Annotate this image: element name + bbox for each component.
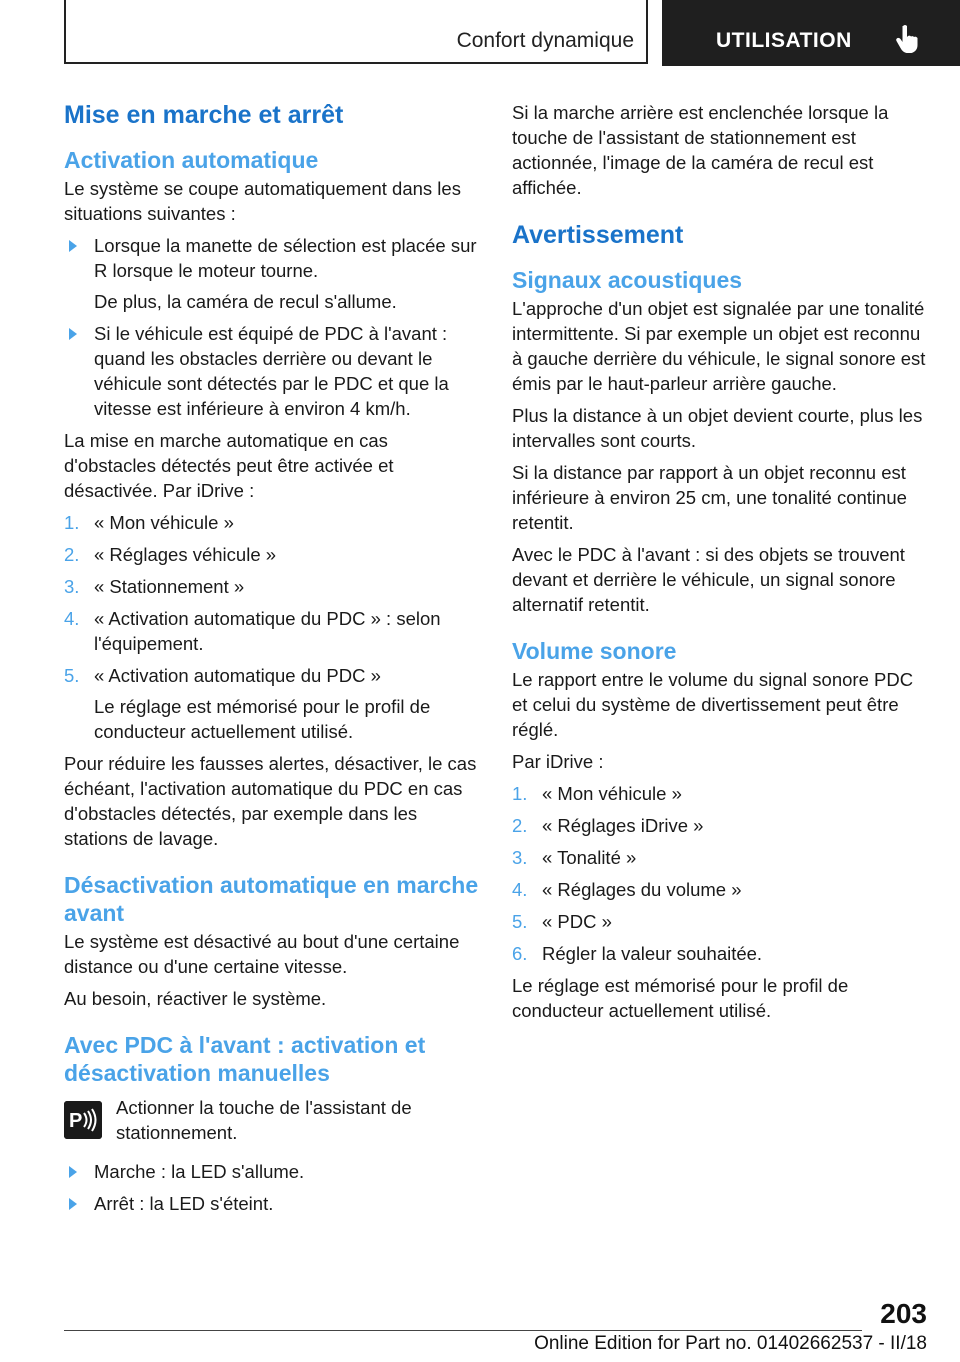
step-sub-text: Le réglage est mémorisé pour le profil de conducteur actuellement utilisé. <box>94 696 431 742</box>
step-text: « Stationnement » <box>94 576 245 597</box>
list-item <box>64 663 480 744</box>
step-number: 6. <box>512 943 528 964</box>
auto-bullets <box>64 233 480 421</box>
heading-pdc-avant: Avec PDC à l'avant : activation et désactivation manuelles <box>64 1032 426 1086</box>
list-item <box>64 606 480 656</box>
footer-divider <box>64 1330 862 1331</box>
header-chapter-box <box>662 0 960 66</box>
step-number: 1. <box>512 783 528 804</box>
list-item <box>64 574 480 599</box>
list-item <box>64 321 480 421</box>
right-column <box>512 100 928 1030</box>
parking-assistant-button-icon <box>64 1101 102 1139</box>
heading-desactivation: Désactivation automatique en marche avant <box>64 872 479 926</box>
header-section-box <box>64 0 648 64</box>
list-item <box>512 941 928 966</box>
deact-p2: Au besoin, réactiver le système. <box>64 988 327 1009</box>
step-text: « PDC » <box>542 911 612 932</box>
list-item <box>64 233 480 314</box>
page-number: 203 <box>880 1298 927 1329</box>
step-number: 5. <box>64 665 80 686</box>
list-item <box>512 813 928 838</box>
pdc-instruction-text: Actionner la touche de l'assistant de stationnement. <box>116 1097 412 1143</box>
list-item <box>64 510 480 535</box>
bullet-sub-text: De plus, la caméra de recul s'allume. <box>94 291 397 312</box>
front-bullets <box>64 1159 480 1216</box>
list-item <box>512 909 928 934</box>
step-text: « Réglages du volume » <box>542 879 742 900</box>
signals-p1: L'approche d'un objet est signalée par une tonalité intermittente. Si par exemple un objet est reconnu à gauche derrière du véhicule, le signal sonore est émis par le haut-parleur arrière gauche. <box>512 298 926 394</box>
step-number: 3. <box>64 576 80 597</box>
right-intro: Si la marche arrière est enclenchée lorsque la touche de l'assistant de stationnement est actionnée, l'image de la caméra de recul est affichée. <box>512 102 889 198</box>
header-section-title: Confort dynamique <box>456 29 634 52</box>
heading-activation-automatique: Activation automatique <box>64 147 319 173</box>
volume-p3: Le réglage est mémorisé pour le profil de conducteur actuellement utilisé. <box>512 975 849 1021</box>
signals-p2: Plus la distance à un objet devient courte, plus les intervalles sont courts. <box>512 405 923 451</box>
list-item: Marche : la LED s'allume. <box>64 1159 480 1184</box>
list-item <box>512 877 928 902</box>
step-text: Régler la valeur souhaitée. <box>542 943 763 964</box>
idrive-steps-right <box>512 781 928 966</box>
hand-pointer-icon <box>894 24 920 56</box>
heading-volume-sonore: Volume sonore <box>512 638 677 664</box>
footer-edition: Online Edition for Part no. 01402662537 - II/18 <box>534 1333 927 1354</box>
signals-p4: Avec le PDC à l'avant : si des objets se trouvent devant et derrière le véhicule, un signal sonore alternatif retentit. <box>512 544 905 615</box>
step-text: « Activation automatique du PDC » : selon l'équipement. <box>94 608 441 654</box>
list-item <box>512 845 928 870</box>
step-text: « Réglages iDrive » <box>542 815 704 836</box>
step-number: 4. <box>64 608 80 629</box>
section-title-avertissement: Avertissement <box>512 221 684 249</box>
step-number: 2. <box>64 544 80 565</box>
idrive-steps-left <box>64 510 480 744</box>
step-text: « Réglages véhicule » <box>94 544 277 565</box>
section-title-mise-en-marche: Mise en marche et arrêt <box>64 101 344 129</box>
step-number: 1. <box>64 512 80 533</box>
bullet-text: Lorsque la manette de sélection est placée sur R lorsque le moteur tourne. <box>94 235 477 281</box>
step-number: 2. <box>512 815 528 836</box>
bullet-text: Si le véhicule est équipé de PDC à l'avant : quand les obstacles derrière ou devant le véhicule sont détectés par le PDC et que la vitesse est inférieure à environ 4 km/h. <box>94 323 449 419</box>
heading-signaux-acoustiques: Signaux acoustiques <box>512 267 743 293</box>
volume-p1: Le rapport entre le volume du signal sonore PDC et celui du système de divertissement peut être réglé. <box>512 669 914 740</box>
header-chapter-title: UTILISATION <box>716 29 852 52</box>
step-text: « Tonalité » <box>542 847 637 868</box>
list-item <box>64 542 480 567</box>
step-text: « Mon véhicule » <box>94 512 234 533</box>
signals-p3: Si la distance par rapport à un objet reconnu est inférieure à environ 25 cm, une tonalité continue retentit. <box>512 462 907 533</box>
step-text: « Mon véhicule » <box>542 783 682 804</box>
reduce-para: Pour réduire les fausses alertes, désactiver, le cas échéant, l'activation automatique du PDC en cas d'obstacles détectés, par exemple dans les stations de lavage. <box>64 753 477 849</box>
step-number: 4. <box>512 879 528 900</box>
auto-para: La mise en marche automatique en cas d'obstacles détectés peut être activée et désactivée. Par iDrive : <box>64 430 394 501</box>
volume-p2: Par iDrive : <box>512 751 604 772</box>
pdc-button-instruction <box>64 1095 480 1145</box>
svg-text:P: P <box>69 1110 83 1132</box>
step-number: 5. <box>512 911 528 932</box>
auto-intro: Le système se coupe automatiquement dans les situations suivantes : <box>64 178 461 224</box>
list-item <box>512 781 928 806</box>
deact-p1: Le système est désactivé au bout d'une certaine distance ou d'une certaine vitesse. <box>64 931 460 977</box>
left-column <box>64 100 480 1223</box>
step-number: 3. <box>512 847 528 868</box>
step-text: « Activation automatique du PDC » <box>94 665 381 686</box>
list-item: Arrêt : la LED s'éteint. <box>64 1191 480 1216</box>
